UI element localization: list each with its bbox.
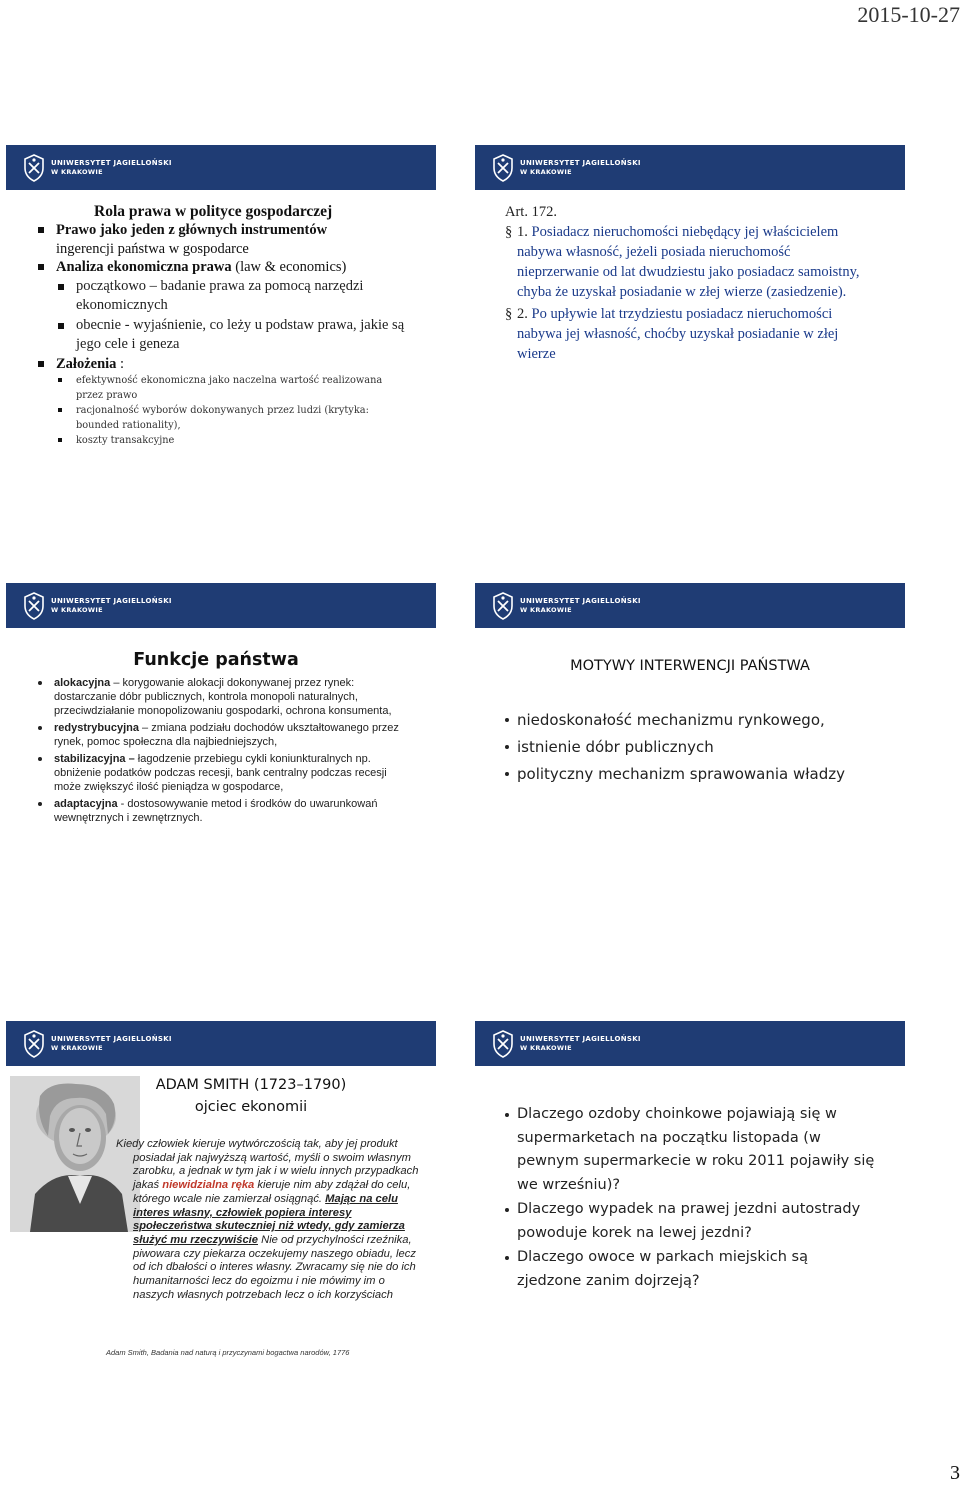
list-item: redystrybucyjna – zmiana podziału dochodów ukształtowanego przez rynek, pomoc społeczna dla najbiedniejszych, <box>36 721 406 749</box>
bullet-icon <box>505 1208 509 1212</box>
university-name: UNIWERSYTET JAGIELLOŃSKI W KRAKOWIE <box>520 597 641 614</box>
square-bullet-icon <box>58 323 64 329</box>
list-item: Analiza ekonomiczna prawa (law & economics) <box>36 258 406 277</box>
university-name: UNIWERSYTET JAGIELLOŃSKI W KRAKOWIE <box>51 597 172 614</box>
bullet-icon <box>38 681 42 685</box>
list-item: koszty transakcyjne <box>36 433 406 448</box>
bullet-icon <box>38 757 42 761</box>
list-item: Prawo jako jeden z głównych instrumentów <box>36 221 406 240</box>
square-bullet-icon <box>58 378 62 382</box>
slide-body <box>6 1066 436 1357</box>
slide-header <box>475 145 905 190</box>
slide-header <box>6 1021 436 1066</box>
slide-art-172 <box>475 145 905 545</box>
slide-state-functions <box>6 583 436 983</box>
smith-quote: Kiedy człowiek kieruje wytwórczością tak, aby jej produkt posiadał jak najwyższą wartość, myśli o swoim własnym zarobku, a jednak w tym jak i w wielu innych przypadkach jakaś niewidzialna ręka kieruje nim aby zdążał do celu, którego wcale nie zamierzał osiągnąć. Mając na celu interes własny, człowiek popiera interesy społeczeństwa skuteczniej niż wtedy, gdy zamierza służyć mu rzeczywiście Nie od przychylności rzeźnika, piwowara czy piekarza oczekujemy naszego obiadu, lecz od ich dbałości o interes własny. Zwracamy się nie do ich humanitarności lecz do egoizmu i nie mówimy im o naszych własnych potrzebach lecz o ich korzyściach <box>116 1138 419 1301</box>
bullet-icon <box>505 1113 509 1117</box>
slide-header <box>6 145 436 190</box>
list-item: początkowo – badanie prawa za pomocą narzędzi ekonomicznych <box>36 277 406 316</box>
section-sign-icon: § <box>505 306 513 322</box>
slide-header <box>475 583 905 628</box>
paragraph-text: Posiadacz nieruchomości niebędący jej właścicielem nabywa własność, jeżeli posiada nieruchomość nieprzerwanie od lat dwudziestu jako posiadacz samoistny, chyba że uzyskał posiadanie w złej wierze (zasiedzenie). <box>517 224 860 300</box>
list-item: efektywność ekonomiczna jako naczelna wartość realizowana przez prawo <box>36 373 406 403</box>
university-logo <box>22 591 172 621</box>
slide-law-role <box>6 145 436 545</box>
square-bullet-icon <box>38 227 44 233</box>
slide-body <box>475 190 875 364</box>
slide-header <box>6 583 436 628</box>
slide-body <box>475 1066 875 1294</box>
university-crest-icon <box>22 154 46 182</box>
university-logo <box>491 1029 641 1059</box>
paragraph-number: 1. <box>517 224 528 240</box>
section-sign-icon: § <box>505 224 513 240</box>
bullet-icon <box>505 745 509 749</box>
square-bullet-icon <box>58 284 64 290</box>
bullet-icon <box>505 772 509 776</box>
list-item: alokacyjna – korygowanie alokacji dokonywanej przez rynek: dostarczanie dóbr publicznych, kontrola monopoli naturalnych, przeciwdziałanie monopolizowaniu gospodarki, ochrona konsumenta, <box>36 676 406 718</box>
university-logo <box>22 1029 172 1059</box>
list-item: polityczny mechanizm sprawowania władzy <box>505 764 875 784</box>
list-item: Założenia : <box>36 355 406 374</box>
paragraph-number: 2. <box>517 306 528 322</box>
paragraph-1 <box>505 222 875 302</box>
slide-title: Funkcje państwa <box>133 650 299 670</box>
university-name: UNIWERSYTET JAGIELLOŃSKI W KRAKOWIE <box>51 159 172 176</box>
bullet-icon <box>505 718 509 722</box>
university-logo <box>491 591 641 621</box>
list-item: Dlaczego ozdoby choinkowe pojawiają się w supermarketach na początku listopada (w pewnym supermarkecie w roku 2011 pojawiły się we wrześniu)? <box>505 1103 875 1197</box>
page-number: 3 <box>950 1462 960 1484</box>
list-item: obecnie - wyjaśnienie, co leży u podstaw prawa, jakie są jego cele i geneza <box>36 316 406 355</box>
square-bullet-icon <box>38 361 44 367</box>
square-bullet-icon <box>58 408 62 412</box>
bullet-icon <box>38 802 42 806</box>
list-item: Dlaczego wypadek na prawej jezdni autostrady powoduje korek na lewej jezdni? <box>505 1198 875 1245</box>
paragraph-text: Po upływie lat trzydziestu posiadacz nieruchomości nabywa jej własność, choćby uzyskał posiadanie w złej wierze <box>517 306 839 362</box>
list-item: ingerencji państwa w gospodarce <box>56 240 249 257</box>
list-item: stabilizacyjna – łagodzenie przebiegu cykli koniunkturalnych np. obniżenie podatków podczas recesji, bank centralny podczas recesji może zwiększyć ilość pieniądza w gospodarce, <box>36 752 406 794</box>
university-crest-icon <box>491 1030 515 1058</box>
university-name: UNIWERSYTET JAGIELLOŃSKI W KRAKOWIE <box>51 1035 172 1052</box>
slide-header <box>475 1021 905 1066</box>
slide-questions <box>475 1021 905 1351</box>
slide-intervention-motives <box>475 583 905 983</box>
university-crest-icon <box>491 154 515 182</box>
university-crest-icon <box>491 592 515 620</box>
list-item: Dlaczego owoce w parkach miejskich są zjedzone zanim dojrzeją? <box>505 1246 875 1293</box>
university-name: UNIWERSYTET JAGIELLOŃSKI W KRAKOWIE <box>520 1035 641 1052</box>
list-item: istnienie dóbr publicznych <box>505 737 875 757</box>
list-item: racjonalność wyborów dokonywanych przez ludzi (krytyka: bounded rationality), <box>36 403 406 433</box>
square-bullet-icon <box>58 438 62 442</box>
university-logo <box>491 153 641 183</box>
list-item: niedoskonałość mechanizmu rynkowego, <box>505 710 875 730</box>
slide-body <box>6 190 406 448</box>
article-number: Art. 172. <box>505 204 557 220</box>
university-crest-icon <box>22 592 46 620</box>
quote-source: Adam Smith, Badania nad naturą i przyczynami bogactwa narodów, 1776 <box>106 1348 350 1357</box>
slide-body <box>6 628 406 828</box>
bullet-icon <box>505 1256 509 1260</box>
list-item: adaptacyjna - dostosowywanie metod i środków do uwarunkowań wewnętrznych i zewnętrznych. <box>36 797 406 825</box>
slide-title: MOTYWY INTERWENCJI PAŃSTWA <box>570 658 810 674</box>
invisible-hand-highlight: niewidzialna ręka <box>162 1179 255 1192</box>
university-name: UNIWERSYTET JAGIELLOŃSKI W KRAKOWIE <box>520 159 641 176</box>
slide-adam-smith <box>6 1021 436 1357</box>
bullet-list <box>36 221 406 448</box>
bullet-icon <box>38 726 42 730</box>
square-bullet-icon <box>38 264 44 270</box>
slide-title: Rola prawa w polityce gospodarczej <box>94 203 333 220</box>
page-date: 2015-10-27 <box>857 2 960 27</box>
university-crest-icon <box>22 1030 46 1058</box>
underlined-emphasis: Mając na celu interes własny, człowiek popiera interesy społeczeństwa skuteczniej niż wtedy, gdy zamierza służyć mu rzeczywiście <box>133 1192 405 1246</box>
slide-title: ADAM SMITH (1723–1790) ojciec ekonomii <box>155 1077 347 1115</box>
university-logo <box>22 153 172 183</box>
paragraph-2 <box>505 304 875 364</box>
slide-body <box>475 628 875 791</box>
